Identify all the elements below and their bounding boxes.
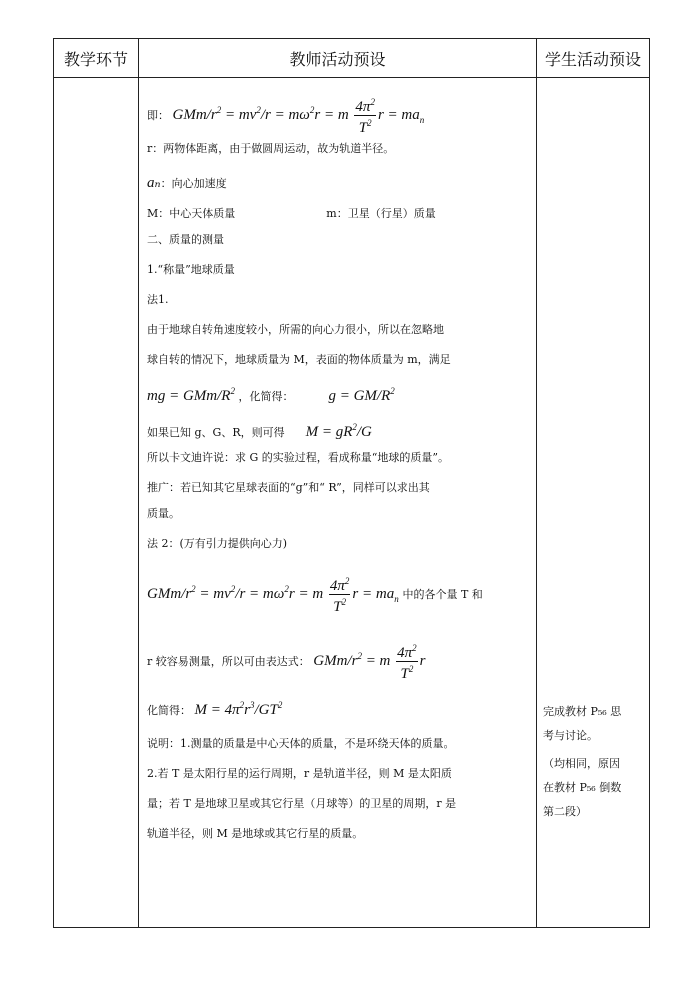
text-line-r: r：两物体距离，由于做圆周运动，故为轨道半径。: [147, 142, 395, 155]
note-line-3: 量；若 T 是地球卫星或其它行星（月球等）的卫星的周期，r 是: [147, 797, 457, 810]
content-row: [54, 78, 650, 928]
text-line-9: 球自转的情况下，地球质量为 M，表面的物体质量为 m，满足: [147, 353, 451, 366]
formula-line-M: 如果已知 g、G、R，则可得 $M = gR^2/G$: [147, 422, 372, 440]
text-line-cavendish: 所以卡文迪许说：求 G 的实验过程，看成称量“地球的质量”。: [147, 451, 450, 464]
student-activity-cell: [537, 78, 650, 928]
centripetal-formula: GMm/$r^2 = mv^2/r = m\omega^2r = m$ $\frac{4\pi^2}{T^2}$ $r = ma_n$: [172, 97, 425, 137]
subheading-weigh-earth: 1.“称量”地球质量: [147, 263, 235, 276]
note-line-1: 说明：1.测量的质量是中心天体的质量，不是环绕天体的质量。: [147, 737, 455, 750]
text-line-mass: 质量。: [147, 507, 180, 520]
student-activity-text: 完成教材 P₅₆ 思 考与讨论。 （均相同，原因 在教材 P₅₆ 倒数 第二段）: [543, 705, 622, 818]
text-line-masses: M：中心天体质量 m：卫星（行星）质量: [147, 207, 436, 220]
note-line-4: 轨道半径，则 M 是地球或其它行星的质量。: [147, 827, 364, 840]
formula-line-mg: mg = GMm/$R^2$ ，化简得： $g = GM/R^2$: [147, 386, 395, 404]
header-teacher-activity: 教师活动预设: [139, 39, 537, 78]
method-1-label: 法1.: [147, 293, 169, 306]
header-row: [54, 39, 650, 78]
header-teaching-stage: 教学环节: [54, 39, 139, 78]
text-line-generalize: 推广：若已知其它星球表面的“g”和“ R”，同样可以求出其: [147, 481, 430, 494]
section-heading-mass-measurement: 二、质量的测量: [147, 233, 224, 246]
formula-line-simplified: 化简得： $M = 4\pi^2r^3/GT^2$: [147, 700, 283, 718]
method-2-label: 法 2：(万有引力提供向心力): [147, 537, 288, 550]
formula-line-1: 即： GMm/$r^2 = mv^2/r = m\omega^2r = m$ $\frac{4\pi^2}{T^2}$ $r = ma_n$: [147, 97, 425, 137]
note-line-2: 2.若 T 是太阳行星的运行周期，r 是轨道半径，则 M 是太阳质: [147, 767, 452, 780]
lesson-plan-table: [53, 38, 650, 928]
teacher-activity-cell: [139, 78, 537, 928]
text-line-8: 由于地球自转角速度较小，所需的向心力很小，所以在忽略地: [147, 323, 444, 336]
formula-line-method2: GMm/$r^2 = mv^2/r = m\omega^2r = m$ $\frac{4\pi^2}{T^2}$ $r = ma_n$ 中的各个量 T 和: [147, 576, 483, 616]
teaching-stage-cell: [54, 78, 139, 928]
header-student-activity: 学生活动预设: [537, 39, 650, 78]
formula-line-expression: r 较容易测量，所以可由表达式： GMm/$r^2 = m$ $\frac{4\pi^2}{T^2}$ r: [147, 643, 426, 683]
text-line-an: aₙ：向心加速度: [147, 175, 227, 191]
